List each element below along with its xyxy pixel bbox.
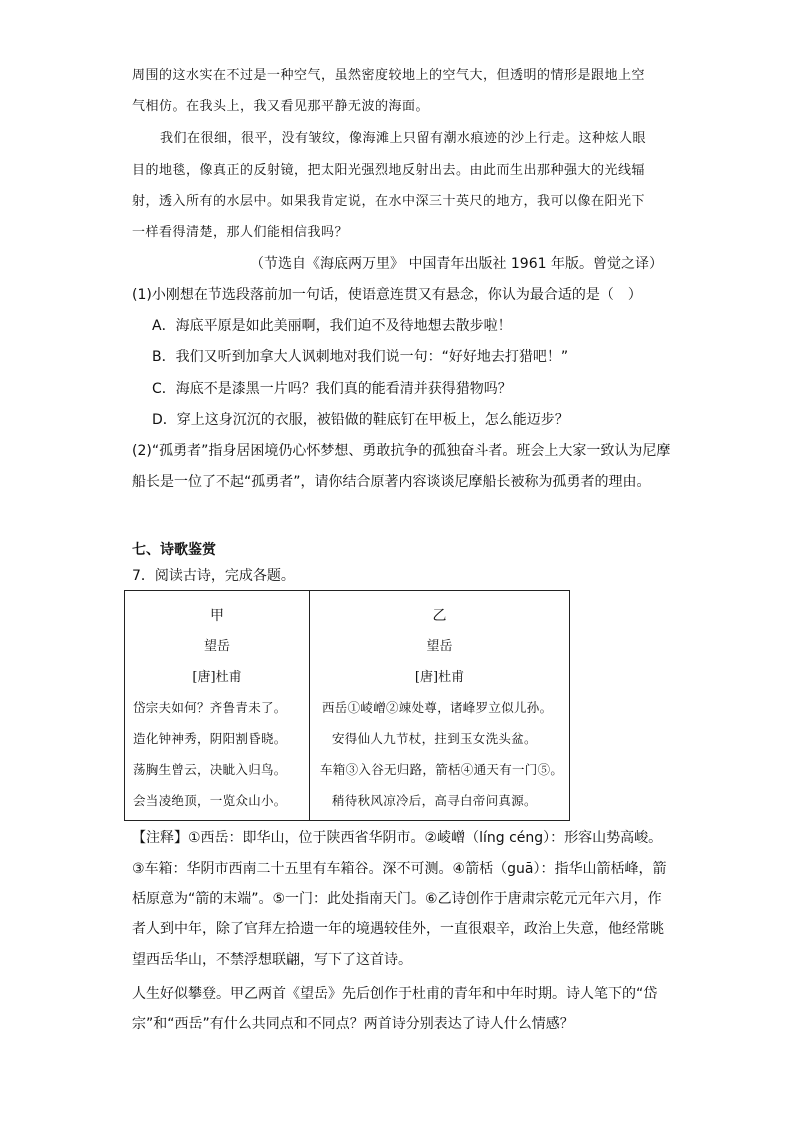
poem-title: 望岳: [203, 639, 230, 654]
question-7-line: 宗”和“西岳”有什么共同点和不同点？两首诗分别表达了诗人什么情感？: [132, 1016, 574, 1032]
notes-line: 【注释】①西岳：即华山，位于陕西省华阴市。②崚嶒（líng céng）：形容山势高峻。: [132, 830, 663, 846]
notes-line: 栝原意为“箭的末端”。⑤一门：此处指南天门。⑥乙诗创作于唐肃宗乾元元年六月，作: [132, 891, 662, 907]
question-2-line: 船长是一位了不起“孤勇者”，请你结合原著内容谈谈尼摩船长被称为孤勇者的理由。: [132, 474, 651, 490]
poem-line: 造化钟神秀，阴阳割昏晓。: [133, 731, 287, 746]
poem-author: [唐]杜甫: [414, 670, 465, 685]
poem-cell-jia: [125, 591, 310, 821]
poem-line: 西岳①崚嶒②竦处尊，诸峰罗立似儿孙。: [322, 700, 553, 715]
poem-label: 乙: [432, 608, 447, 624]
poem-line: 岱宗夫如何？齐鲁青未了。: [133, 700, 287, 715]
poem-line: 会当凌绝顶，一览众山小。: [133, 793, 287, 808]
passage-line: 我们在很细，很平，没有皱纹，像海滩上只留有潮水痕迹的沙上行走。这种炫人眼: [160, 131, 647, 146]
question-2-line: (2)“孤勇者”指身居困境仍心怀梦想、勇敢抗争的孤独奋斗者。班会上大家一致认为尼摩: [132, 443, 671, 459]
notes-line: 者人到中年，除了官拜左拾遗一年的境遇较佳外，一直很艰辛，政治上失意，他经常眺: [132, 921, 664, 937]
section-instruction: 7．阅读古诗，完成各题。: [132, 568, 295, 584]
poem-author: [唐]杜甫: [192, 670, 242, 685]
question-7-line: 人生好似攀登。甲乙两首《望岳》先后创作于杜甫的青年和中年时期。诗人笔下的“岱: [132, 986, 658, 1002]
option-c: C．海底不是漆黑一片吗？我们真的能看清并获得猎物吗？: [152, 381, 512, 397]
poem-line: 稍待秋风凉冷后，高寻白帝问真源。: [332, 793, 537, 808]
poem-cell-yi: [310, 591, 570, 821]
poem-label: 甲: [210, 608, 224, 624]
passage-line: 一样看得清楚，那人们能相信我吗？: [132, 225, 349, 240]
poem-line: 安得仙人九节杖，拄到玉女洗头盆。: [332, 731, 537, 746]
notes-line: ③车箱：华阴市西南二十五里有车箱谷。深不可测。④箭栝（guā）：指华山箭栝峰，箭: [132, 861, 667, 877]
question-1-stem: (1)小刚想在节选段落前加一句话，使语意连贯又有悬念，你认为最合适的是（ ）: [132, 287, 642, 303]
notes-line: 望西岳华山，不禁浮想联翩，写下了这首诗。: [132, 952, 412, 968]
option-d: D．穿上这身沉沉的衣服，被铅做的鞋底钉在甲板上，怎么能迈步？: [152, 412, 569, 428]
passage-line: 气相仿。在我头上，我又看见那平静无波的海面。: [132, 99, 430, 114]
passage-line: 周围的这水实在不过是一种空气，虽然密度较地上的空气大，但透明的情形是跟地上空: [132, 68, 646, 83]
poem-line: 车箱③入谷无归路，箭栝④通天有一门⑤。: [320, 762, 564, 777]
poem-line: 荡胸生曾云，决眦入归鸟。: [133, 762, 287, 777]
poems-table: [124, 590, 570, 821]
section-heading: 七、诗歌鉴赏: [132, 542, 216, 558]
poem-title: 望岳: [426, 639, 453, 654]
passage-line: 射，透入所有的水层中。如果我肯定说，在水中深三十英尺的地方，我可以像在阳光下: [132, 194, 646, 209]
option-b: B．我们又听到加拿大人讽刺地对我们说一句：“好好地去打猎吧！”: [152, 349, 569, 365]
passage-line: 目的地毯，像真正的反射镜，把太阳光强烈地反射出去。由此而生出那种强大的光线辐: [132, 163, 646, 178]
passage-source: （节选自《海底两万里》 中国青年出版社 1961 年版。曾觉之译）: [250, 256, 663, 272]
option-a: A．海底平原是如此美丽啊，我们迫不及待地想去散步啦！: [152, 318, 512, 334]
